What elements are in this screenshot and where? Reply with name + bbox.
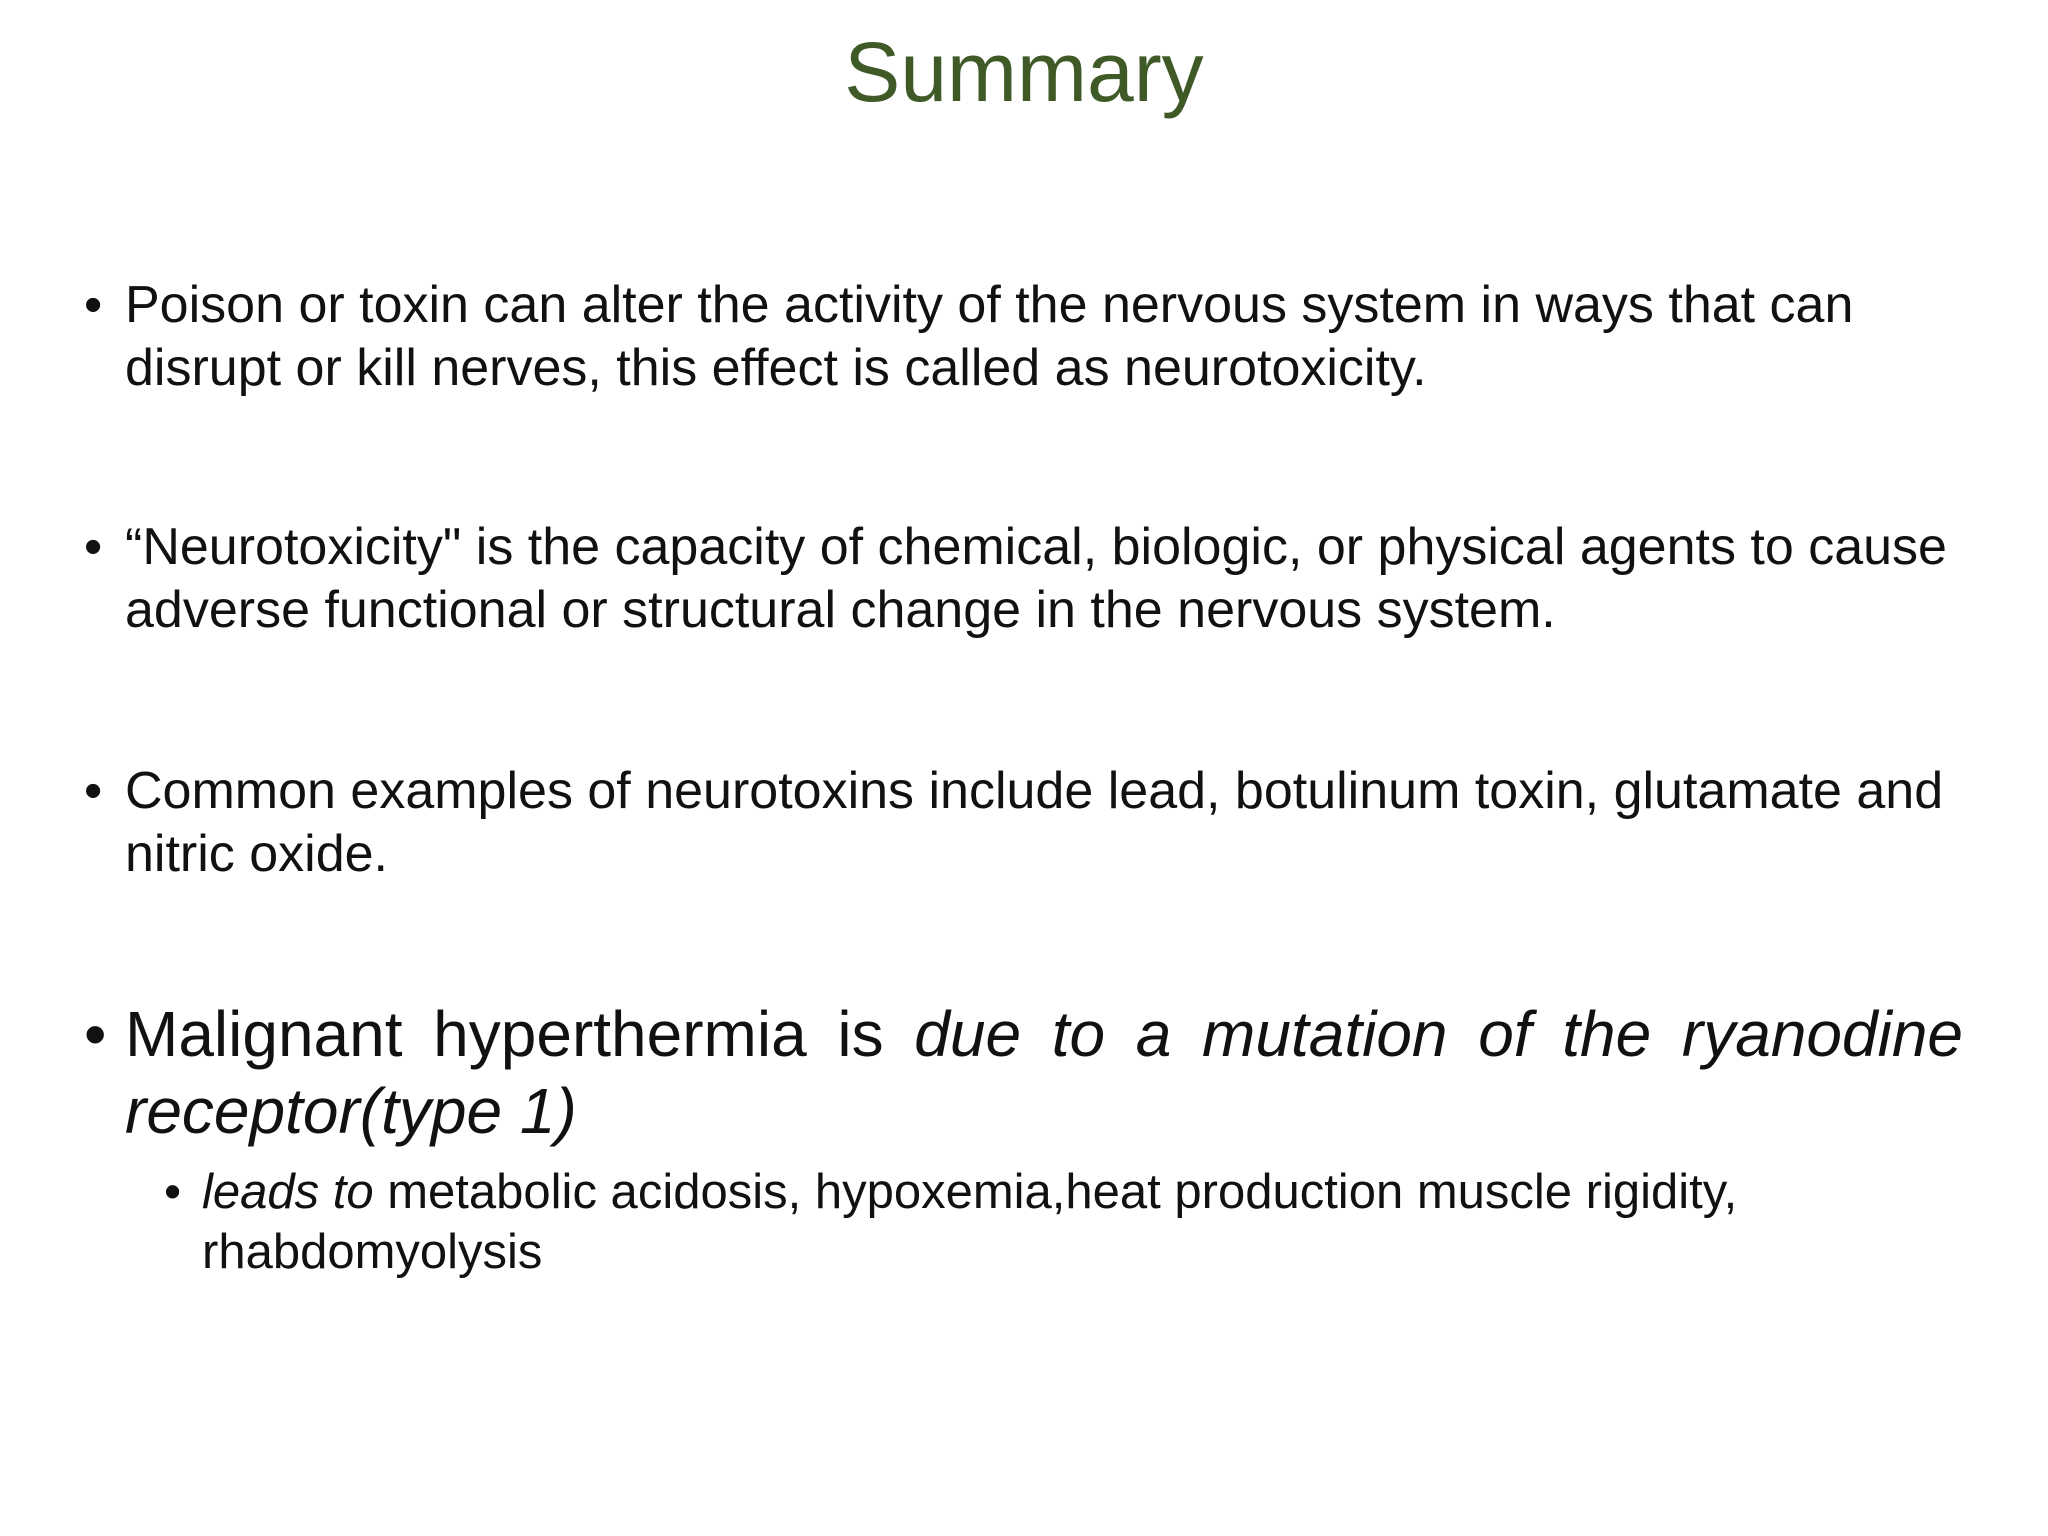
bullet-dot-icon: •: [84, 518, 103, 576]
bullet-text: Common examples of neurotoxins include lead, botulinum toxin, glutamate and nitric oxide.: [125, 762, 1944, 883]
sub-bullet-text-regular: metabolic acidosis, hypoxemia,heat production muscle rigidity, rhabdomyolysis: [202, 1165, 1738, 1279]
bullet-item-2: [84, 516, 1964, 642]
bullet-dot-icon: •: [84, 276, 103, 334]
bullet-text-regular: Malignant hyperthermia is: [125, 998, 915, 1070]
bullet-text-italic: due to a mutation of the ryanodine receptor(type 1): [125, 998, 1964, 1147]
bullet-text: “Neurotoxicity" is the capacity of chemical, biologic, or physical agents to cause adverse functional or structural change in the nervous system.: [125, 518, 1947, 639]
slide-title: Summary: [844, 25, 1204, 119]
sub-bullet-text: [202, 1162, 1924, 1282]
bullet-item-1: [84, 274, 1964, 400]
bullet-text: Poison or toxin can alter the activity of the nervous system in ways that can disrupt or kill nerves, this effect is called as neurotoxicity.: [125, 276, 1854, 397]
bullet-dot-icon: •: [84, 762, 103, 820]
sub-bullet-text-italic: leads to: [202, 1165, 374, 1219]
bullet-text: [125, 996, 1963, 1150]
bullet-item-4: [84, 996, 1964, 1150]
sub-bullet-dot-icon: •: [164, 1165, 182, 1219]
sub-bullet-item-1: [164, 1162, 1924, 1282]
bullet-item-3: [84, 760, 1964, 886]
bullet-dot-icon: •: [84, 998, 107, 1070]
